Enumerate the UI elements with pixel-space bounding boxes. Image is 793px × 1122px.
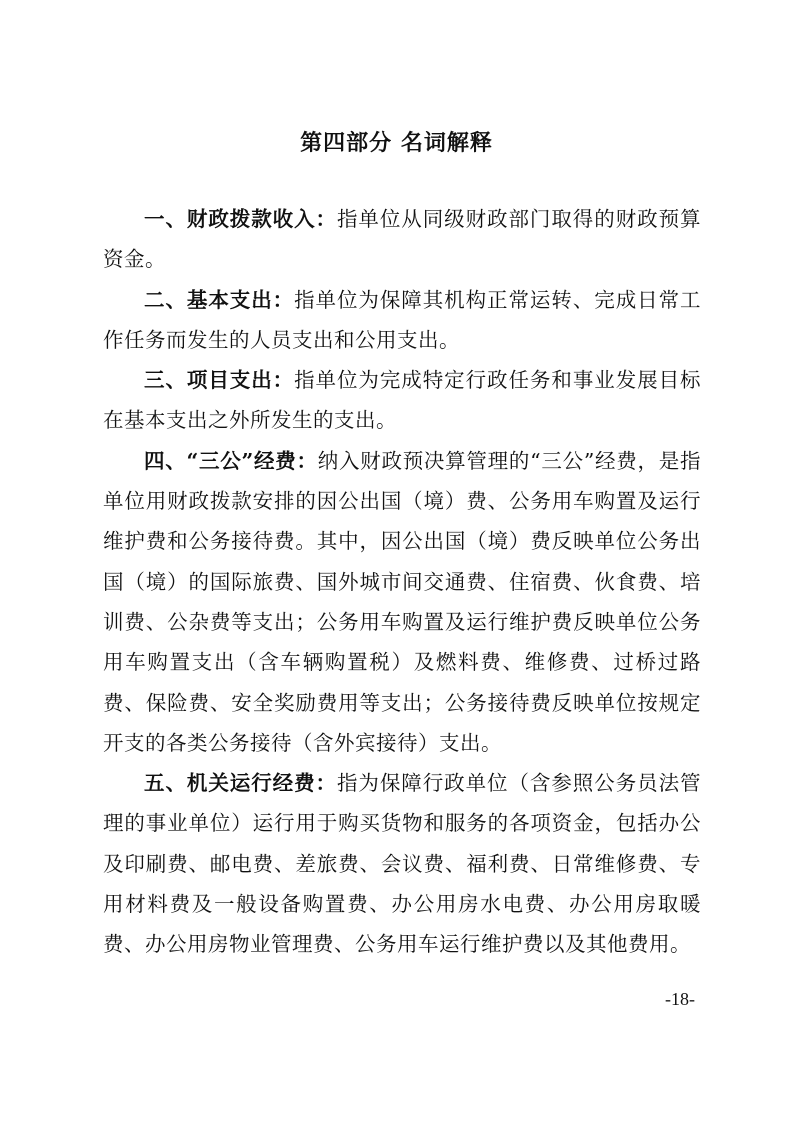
glossary-item-three-public-expenses [103, 441, 701, 763]
glossary-definition: 指为保障行政单位（含参照公务员法管理的事业单位）运行用于购买货物和服务的各项资金，包括办公及印刷费、邮电费、差旅费、会议费、福利费、日常维修费、专用材料费及一般设备购置费、办公用房水电费、办公用房取暖费、办公用房物业管理费、公务用车运行维护费以及其他费用。 [103, 771, 702, 957]
glossary-item-basic-expenditure [103, 280, 701, 361]
page-title: 第四部分 名词解释 [300, 130, 493, 156]
glossary-term: 四、“三公”经费： [144, 448, 318, 473]
glossary-term: 三、项目支出： [144, 368, 295, 393]
glossary-term: 五、机关运行经费： [144, 771, 337, 796]
glossary-item-fiscal-appropriation-income [103, 199, 701, 280]
glossary-body [103, 199, 701, 965]
glossary-item-agency-operating-expenses [103, 763, 701, 964]
glossary-definition: 指单位为完成特定行政任务和事业发展目标在基本支出之外所发生的支出。 [103, 368, 702, 433]
glossary-definition: 纳入财政预决算管理的“三公”经费，是指单位用财政拨款安排的因公出国（境）费、公务用车购置及运行维护费和公务接待费。其中，因公出国（境）费反映单位公务出国（境）的国际旅费、国外城市间交通费、住宿费、伙食费、培训费、公杂费等支出；公务用车购置及运行维护费反映单位公务用车购置支出（含车辆购置税）及燃料费、维修费、过桥过路费、保险费、安全奖励费用等支出；公务接待费反映单位按规定开支的各类公务接待（含外宾接待）支出。 [103, 448, 701, 755]
page-number: -18- [665, 989, 695, 1009]
glossary-definition: 指单位为保障其机构正常运转、完成日常工作任务而发生的人员支出和公用支出。 [103, 287, 702, 352]
glossary-term: 一、财政拨款收入： [144, 207, 337, 231]
glossary-term: 二、基本支出： [144, 287, 295, 312]
glossary-item-project-expenditure [103, 360, 701, 441]
glossary-definition: 指单位从同级财政部门取得的财政预算资金。 [103, 207, 702, 272]
